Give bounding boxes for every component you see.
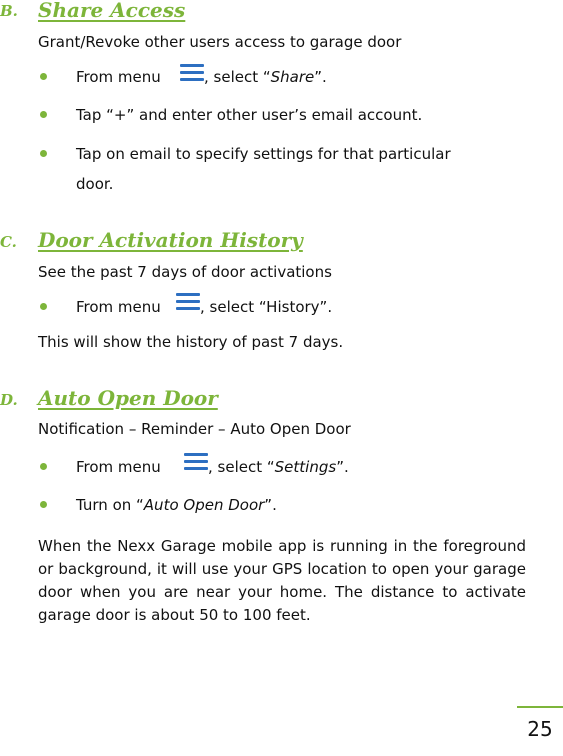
step-text: From menu (76, 68, 161, 86)
section-c-step-1-rest: , select “History”. (200, 298, 333, 316)
step-text: Turn on “ (76, 496, 144, 514)
section-b-letter: B. (0, 2, 18, 20)
step-emphasis: Auto Open Door (143, 496, 265, 514)
section-b-description: Grant/Revoke other users access to garage door (38, 33, 402, 51)
step-text: , select “ (204, 68, 271, 86)
section-b-step-1 (76, 67, 161, 87)
section-b-step-3-line-1: Tap on email to specify settings for that particular (76, 145, 451, 163)
bullet-icon (40, 150, 47, 157)
bullet-icon (40, 463, 47, 470)
section-d-title: Auto Open Door (38, 386, 218, 410)
section-d-description: Notification – Reminder – Auto Open Door (38, 420, 351, 438)
section-b-step-3-line-2: door. (76, 175, 114, 193)
bullet-icon (40, 111, 47, 118)
step-text: ”. (264, 496, 277, 514)
section-b-step-1-rest (204, 67, 327, 87)
section-d-paragraph: When the Nexx Garage mobile app is running in the foreground or background, it will use your GPS location to open your garage door when you are near your home. The distance to activate garage door is about 50 to 100 feet. (38, 537, 526, 624)
menu-icon (176, 293, 200, 313)
step-emphasis: Share (270, 68, 315, 86)
bullet-icon (40, 303, 47, 310)
step-text: ”. (314, 68, 327, 86)
section-d-step-1-rest (208, 457, 349, 477)
bullet-icon (40, 501, 47, 508)
section-d-letter: D. (0, 391, 18, 409)
section-d-step-1: From menu (76, 458, 161, 476)
section-c-description: See the past 7 days of door activations (38, 263, 332, 281)
step-text: ”. (336, 458, 349, 476)
step-emphasis: Settings (274, 458, 337, 476)
menu-icon (180, 64, 204, 84)
section-b-step-2: Tap “+” and enter other user’s email account. (76, 106, 423, 124)
section-c-letter: C. (0, 233, 17, 251)
step-text: , select “ (208, 458, 275, 476)
section-d-step-2 (76, 495, 277, 515)
section-c-step-1: From menu (76, 298, 161, 316)
section-c-note: This will show the history of past 7 days. (38, 333, 344, 351)
menu-icon (184, 453, 208, 473)
section-c-title: Door Activation History (38, 228, 303, 252)
bullet-icon (40, 73, 47, 80)
page-number: 25 (517, 706, 563, 756)
section-b-title: Share Access (38, 0, 186, 22)
